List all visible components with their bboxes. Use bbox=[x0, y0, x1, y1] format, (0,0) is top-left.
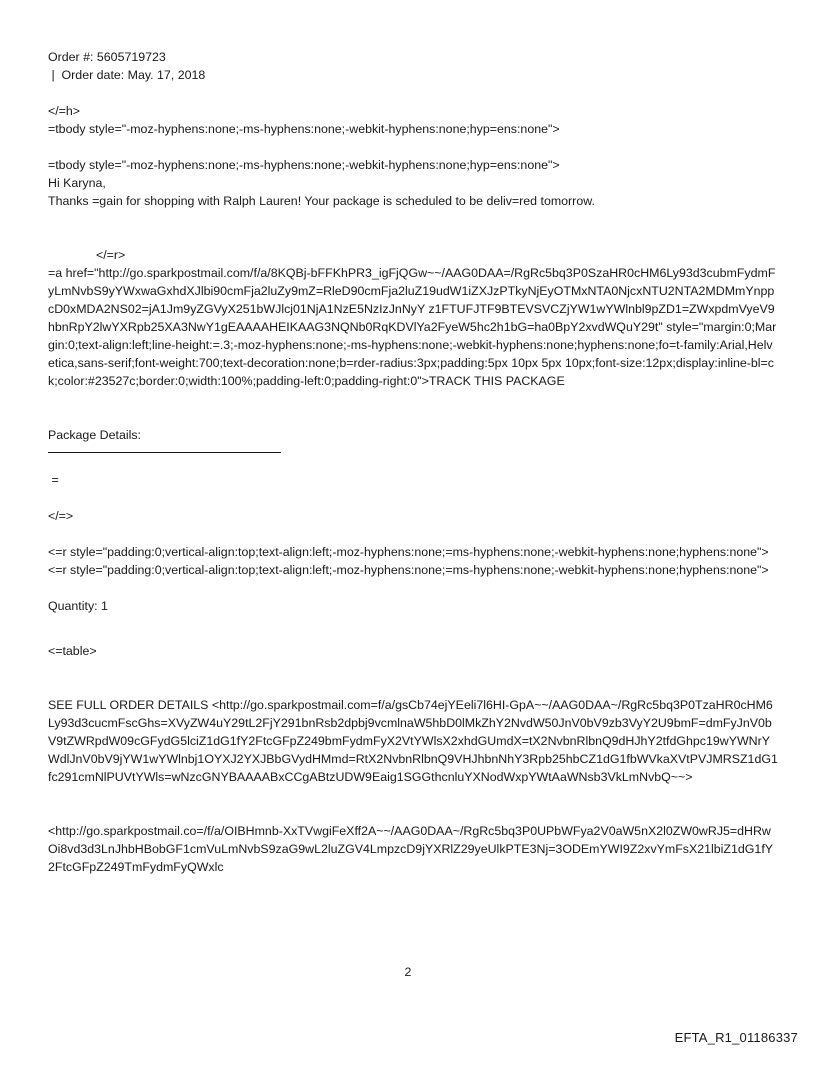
markup-fragment: <=r style="padding:0;vertical-align:top;text-align:left;-moz-hyphens:none;=ms-hyphens:none;-webkit-hyphens:none;hyphens:none"> bbox=[48, 545, 769, 559]
greeting: Hi Karyna, bbox=[48, 176, 106, 190]
markup-fragment: <=table> bbox=[48, 644, 97, 658]
markup-fragment: </=h> bbox=[48, 104, 81, 118]
markup-fragment: =tbody style="-moz-hyphens:none;-ms-hyphens:none;-webkit-hyphens:none;hyp=ens:none"> bbox=[48, 122, 560, 136]
quantity: Quantity: 1 bbox=[48, 599, 108, 613]
email-printout bbox=[48, 48, 778, 876]
markup-fragment: <=r style="padding:0;vertical-align:top;text-align:left;-moz-hyphens:none;=ms-hyphens:none;-webkit-hyphens:none;hyphens:none"> bbox=[48, 563, 769, 577]
markup-fragment: =tbody style="-moz-hyphens:none;-ms-hyphens:none;-webkit-hyphens:none;hyp=ens:none"> bbox=[48, 158, 560, 172]
markup-fragment: </=r> bbox=[96, 248, 126, 262]
bates-number: EFTA_R1_01186337 bbox=[674, 1030, 798, 1045]
product-link[interactable]: <http://go.sparkpostmail.co=/f/a/OIBHmnb-XxTVwgiFeXff2A~~/AAG0DAA~/RgRc5bq3P0UPbWFya2V0aW5nX2l0ZW0wRJ5=dHRwOi8vd3d3LnJhbHBobGF1cmVuLmNvbS9zaG9wL2luZGV4LmpzcD9jYXRlZ29yeUlkPTE3Nj=3ODEmYWI9Z2xvYmFsX21lbiZ1dG1fY2FtcGFpZ249TmFydmFyQWxlc bbox=[48, 824, 774, 874]
package-details-heading: Package Details: bbox=[48, 428, 141, 442]
page-number: 2 bbox=[404, 965, 412, 979]
thanks-message: Thanks =gain for shopping with Ralph Lauren! Your package is scheduled to be deliv=red tomorrow. bbox=[48, 194, 595, 208]
markup-fragment: = bbox=[48, 473, 59, 487]
markup-fragment: </=> bbox=[48, 509, 74, 523]
order-number: Order #: 5605719723 bbox=[48, 50, 166, 64]
order-date: | Order date: May. 17, 2018 bbox=[48, 68, 206, 82]
full-order-details-link[interactable]: SEE FULL ORDER DETAILS <http://go.sparkpostmail.com=f/a/gsCb74ejYEeli7l6HI-GpA~~/AAG0DAA~/RgRc5bq3P0TzaHR0cHM6Ly93d3cucmFscGhs=XVyZW4uY29tL2FjY291bnRsb2dpbj9vcmlnaW5hbD0lMkZhY2NvdW50JnV0bV9zb3VyY2U9bmF=dmFyJnV0bV9tZWRpdW09cGFydG5lciZ1dG1fY2FtcGFpZ249bmFydmFyX2VtYWlsX2xhdGUmdX=tX2NvbnRlbnQ9dHJhY2tfdGhpc19wYWNrYWdlJnV0bV9jYW1wYWlnbj1OYXJ2YXJBbGVydHMmd=RtX2NvbnRlbnQ9VHJhbnNhY3Rpb25hbCZ1dG1fbWVkaXVtPVJMRSZ1dG1fc291cmNlPUVtYWls=wNzcGNYBAAAABxCCgABtzUDW9Eaig1SGGthcnluYXNodWxpYWtAaWNsb3VkLmNvbQ~~> bbox=[48, 698, 778, 784]
track-package-link[interactable]: =a href="http://go.sparkpostmail.com/f/a/8KQBj-bFFKhPR3_igFjQGw~~/AAG0DAA=/RgRc5bq3P0SzaHR0cHM6Ly93d3cubmFydmFyLmNvbS9yYWxwaGxhdXJlbi90cmFja2luZy9mZ=RleD90cmFja2luZ19udW1iZXJzPTkyNjEyOTMxNTA0NjcxNTU2NTA2MDMmYnppcD0xMDA2NS02=jA1Jm9yZGVyX251bWJlcj01NjA1NzE5NzIzJnNyY z1FTUFJTF9BTEVSVCZjYW1wYWlnbl9pZD1=ZWxpdmVyeV9hbnRpY2lwYXRpb25XA3NwY1gEAAAAHEIKAAG3NQNb0RqKDVlYa2FyeW5hc2h1bG=ha0BpY2xvdWQuY29t" style="margin:0;Margin:0;text-align:left;line-height:=.3;-moz-hyphens:none;-ms-hyphens:none;-webkit-hyphens:none;hyphens:none;fo=t-family:Arial,Helvetica,sans-serif;font-weight:700;text-decoration:none;b=rder-radius:3px;padding:5px 10px 5px 10px;font-size:12px;display:inline-bl=ck;color:#23527c;border:0;width:100%;padding-left:0;padding-right:0">TRACK THIS PACKAGE bbox=[48, 266, 777, 388]
